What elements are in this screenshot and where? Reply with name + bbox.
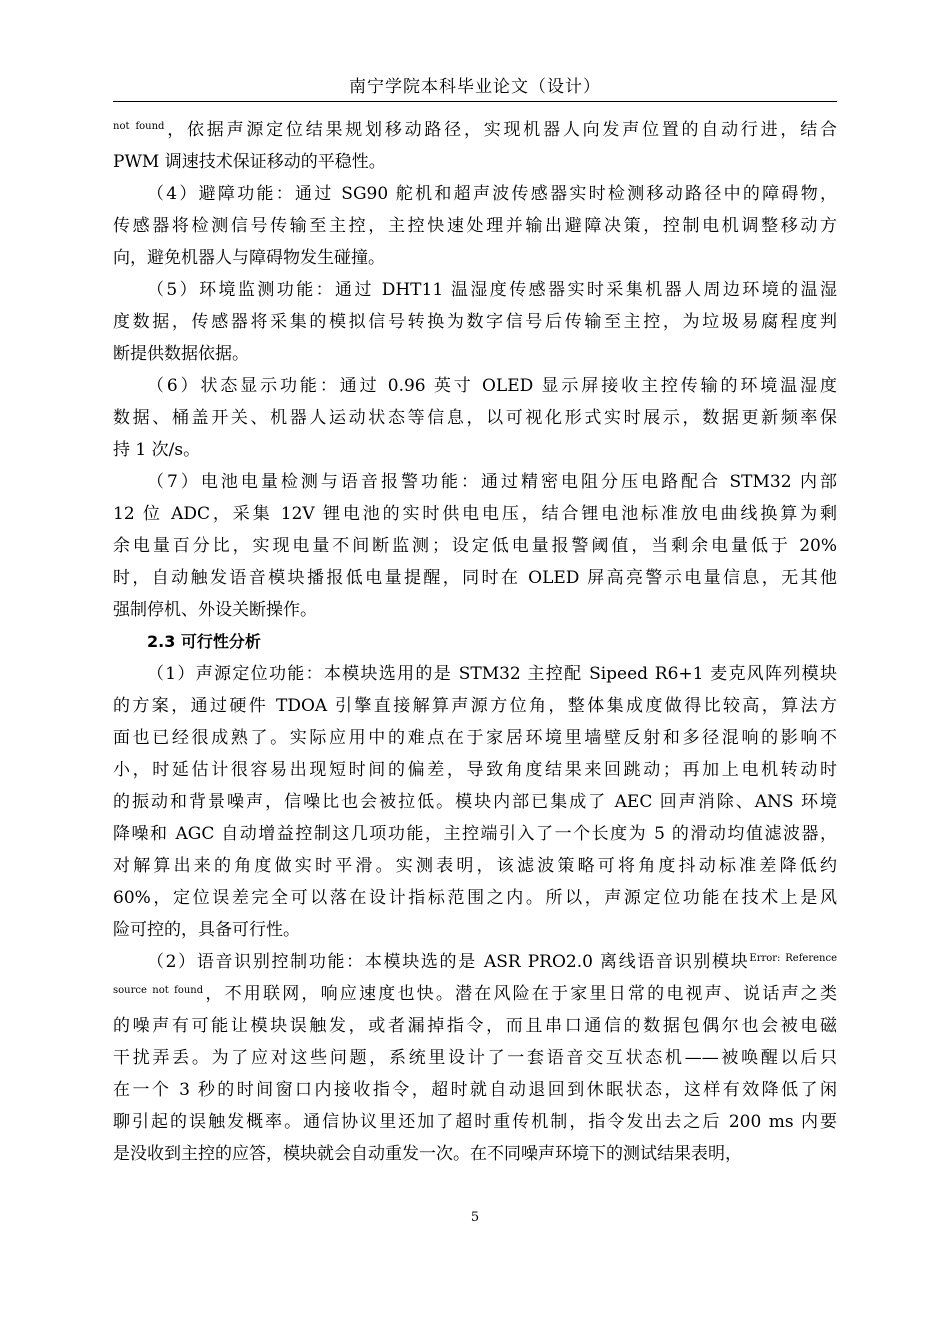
text-line bbox=[113, 946, 837, 978]
line-text: （4）避障功能：通过 SG90 舵机和超声波传感器实时检测移动路径中的障碍物， bbox=[147, 184, 837, 204]
text-line bbox=[113, 850, 837, 882]
line-text: 余电量百分比，实现电量不间断监测；设定低电量报警阈值，当剩余电量低于 20% bbox=[113, 536, 837, 556]
text-line bbox=[113, 178, 837, 210]
text-line bbox=[113, 242, 837, 274]
text-line bbox=[113, 1042, 837, 1074]
text-line bbox=[113, 786, 837, 818]
text-line bbox=[113, 466, 837, 498]
text-line bbox=[113, 914, 837, 946]
page-header: 南宁学院本科毕业论文（设计） bbox=[349, 77, 601, 97]
line-text: 强制停机、外设关断操作。 bbox=[113, 600, 317, 620]
page-number: 5 bbox=[470, 1210, 480, 1225]
line-text: 数据、桶盖开关、机器人运动状态等信息，以可视化形式实时展示，数据更新频率保 bbox=[113, 408, 837, 428]
text-line bbox=[113, 1138, 837, 1170]
line-text: 持 1 次/s。 bbox=[113, 440, 201, 460]
text-line bbox=[113, 722, 837, 754]
text-line bbox=[113, 210, 837, 242]
line-text: 传感器将检测信号传输至主控，主控快速处理并输出避障决策，控制电机调整移动方 bbox=[113, 216, 837, 236]
citation-error-note: Error: Reference bbox=[749, 953, 837, 964]
line-text: 小，时延估计很容易出现短时间的偏差，导致角度结果来回跳动；再加上电机转动时 bbox=[113, 760, 837, 780]
text-line bbox=[113, 402, 837, 434]
text-line bbox=[113, 1074, 837, 1106]
line-text: 度数据，传感器将采集的模拟信号转换为数字信号后传输至主控，为垃圾易腐程度判 bbox=[113, 312, 837, 332]
text-line bbox=[113, 1010, 837, 1042]
text-line bbox=[113, 530, 837, 562]
text-line bbox=[113, 978, 837, 1010]
line-text: PWM 调速技术保证移动的平稳性。 bbox=[113, 152, 386, 172]
line-text: 60%，定位误差完全可以落在设计指标范围之内。所以，声源定位功能在技术上是风 bbox=[113, 888, 837, 908]
text-line bbox=[113, 370, 837, 402]
line-text: （5）环境监测功能：通过 DHT11 温湿度传感器实时采集机器人周边环境的温湿 bbox=[147, 280, 837, 300]
line-text: 的方案，通过硬件 TDOA 引擎直接解算声源方位角，整体集成度做得比较高，算法方 bbox=[113, 696, 837, 716]
line-text: 时，自动触发语音模块播报低电量提醒，同时在 OLED 屏高亮警示电量信息，无其他 bbox=[113, 568, 837, 588]
text-line bbox=[113, 114, 837, 146]
line-text: （1）声源定位功能：本模块选用的是 STM32 主控配 Sipeed R6+1 麦克风阵列模块 bbox=[147, 664, 837, 684]
line-text: 降噪和 AGC 自动增益控制这几项功能，主控端引入了一个长度为 5 的滑动均值滤波器， bbox=[113, 824, 837, 844]
header-rule bbox=[113, 101, 837, 102]
citation-error-note: not found bbox=[113, 121, 165, 132]
line-text: （7）电池电量检测与语音报警功能：通过精密电阻分压电路配合 STM32 内部 bbox=[147, 472, 837, 492]
line-text: 是没收到主控的应答，模块就会自动重发一次。在不同噪声环境下的测试结果表明， bbox=[113, 1144, 742, 1164]
line-text: （2）语音识别控制功能：本模块选的是 ASR PRO2.0 离线语音识别模块 bbox=[147, 952, 750, 972]
text-line bbox=[113, 306, 837, 338]
text-line bbox=[113, 274, 837, 306]
line-text: ，不用联网，响应速度也快。潜在风险在于家里日常的电视声、说话声之类 bbox=[203, 984, 837, 1004]
text-line bbox=[113, 818, 837, 850]
line-text: 2.3 可行性分析 bbox=[147, 632, 261, 651]
text-line bbox=[113, 658, 837, 690]
line-text: 12 位 ADC，采集 12V 锂电池的实时供电电压，结合锂电池标准放电曲线换算为剩 bbox=[113, 504, 837, 524]
text-line bbox=[113, 754, 837, 786]
text-line bbox=[113, 562, 837, 594]
text-line bbox=[113, 690, 837, 722]
line-text: 聊引起的误触发概率。通信协议里还加了超时重传机制，指令发出去之后 200 ms 内要 bbox=[113, 1112, 837, 1132]
text-line bbox=[113, 1106, 837, 1138]
section-heading bbox=[113, 626, 837, 658]
line-text: 的噪声有可能让模块误触发，或者漏掉指令，而且串口通信的数据包偶尔也会被电磁 bbox=[113, 1016, 837, 1036]
text-line bbox=[113, 146, 837, 178]
line-text: ，依据声源定位结果规划移动路径，实现机器人向发声位置的自动行进，结合 bbox=[164, 120, 837, 140]
text-line bbox=[113, 338, 837, 370]
line-text: 面也已经很成熟了。实际应用中的难点在于家居环境里墙壁反射和多径混响的影响不 bbox=[113, 728, 837, 748]
text-line bbox=[113, 882, 837, 914]
line-text: 在一个 3 秒的时间窗口内接收指令，超时就自动退回到休眠状态，这样有效降低了闲 bbox=[113, 1080, 837, 1100]
text-line bbox=[113, 434, 837, 466]
line-text: 的振动和背景噪声，信噪比也会被拉低。模块内部已集成了 AEC 回声消除、ANS 环境 bbox=[113, 792, 837, 812]
text-line bbox=[113, 498, 837, 530]
line-text: 向，避免机器人与障碍物发生碰撞。 bbox=[113, 248, 385, 268]
line-text: 干扰弄丢。为了应对这些问题，系统里设计了一套语音交互状态机——被唤醒以后只 bbox=[113, 1048, 837, 1068]
line-text: 对解算出来的角度做实时平滑。实测表明，该滤波策略可将角度抖动标准差降低约 bbox=[113, 856, 837, 876]
line-text: 断提供数据依据。 bbox=[113, 344, 249, 364]
line-text: 险可控的，具备可行性。 bbox=[113, 920, 300, 940]
document-body bbox=[113, 114, 837, 1170]
citation-error-note: source not found bbox=[113, 985, 204, 996]
text-line bbox=[113, 594, 837, 626]
line-text: （6）状态显示功能：通过 0.96 英寸 OLED 显示屏接收主控传输的环境温湿度 bbox=[147, 376, 837, 396]
